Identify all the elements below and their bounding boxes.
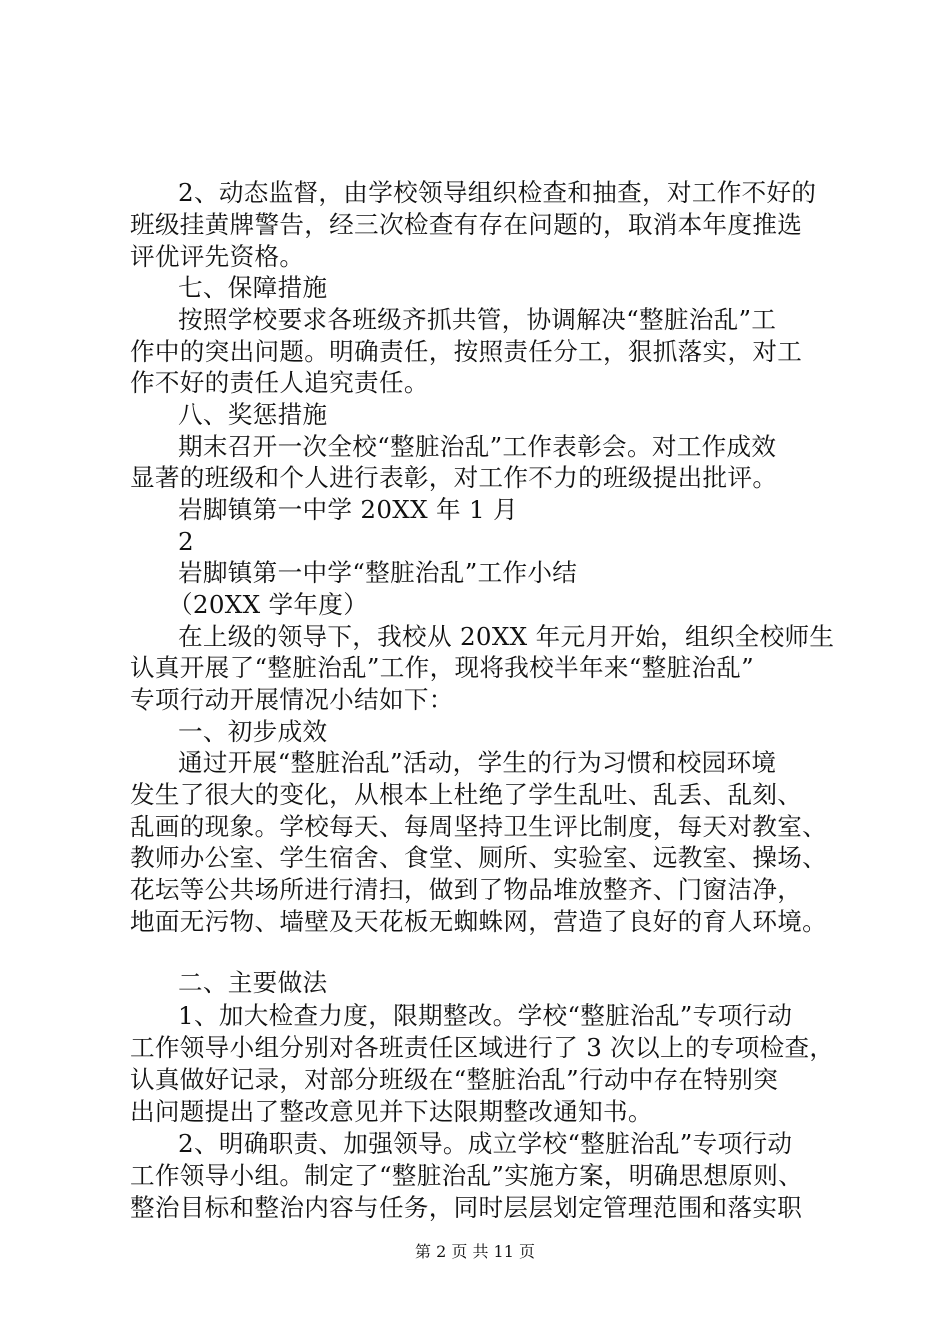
paragraph-line: 认真做好记录，对部分班级在“整脏治乱”行动中存在特别突 <box>130 1065 779 1094</box>
paragraph-line: 专项行动开展情况小结如下： <box>130 685 454 714</box>
paragraph-line: 在上级的领导下，我校从 20XX 年元月开始，组织全校师生 <box>178 622 835 651</box>
page-number-footer: 第 2 页 共 11 页 <box>415 1242 535 1261</box>
paragraph-line: 教师办公室、学生宿舍、食堂、厕所、实验室、远教室、操场、 <box>130 843 828 872</box>
paragraph-line: 2、明确职责、加强领导。成立学校“整脏治乱”专项行动 <box>178 1129 793 1158</box>
paragraph-line: 按照学校要求各班级齐抓共管，协调解决“整脏治乱”工 <box>178 305 777 334</box>
signature-date: 岩脚镇第一中学 20XX 年 1 月 <box>178 495 518 524</box>
paragraph-line: 花坛等公共场所进行清扫，做到了物品堆放整齐、门窗洁净， <box>130 875 803 904</box>
section-number: 2 <box>178 527 194 556</box>
paragraph-line: 通过开展“整脏治乱”活动，学生的行为习惯和校园环境 <box>178 748 777 777</box>
paragraph-line: 发生了很大的变化，从根本上杜绝了学生乱吐、乱丢、乱刻、 <box>130 780 803 809</box>
document-title: 岩脚镇第一中学“整脏治乱”工作小结 <box>178 558 578 587</box>
paragraph-line: 1、加大检查力度，限期整改。学校“整脏治乱”专项行动 <box>178 1001 793 1030</box>
paragraph-line: 显著的班级和个人进行表彰，对工作不力的班级提出批评。 <box>130 463 778 492</box>
paragraph-line: 班级挂黄牌警告，经三次检查有存在问题的，取消本年度推选 <box>130 210 803 239</box>
paragraph-line: 作中的突出问题。明确责任，按照责任分工，狠抓落实，对工 <box>130 337 803 366</box>
section-heading: 二、主要做法 <box>178 968 328 997</box>
paragraph-line: 工作领导小组。制定了“整脏治乱”实施方案，明确思想原则、 <box>130 1161 803 1190</box>
paragraph-line: 评优评先资格。 <box>130 242 305 271</box>
section-heading: 七、保障措施 <box>178 273 328 302</box>
section-heading: 一、初步成效 <box>178 717 328 746</box>
paragraph-line: 作不好的责任人追究责任。 <box>130 368 429 397</box>
paragraph-line: 整治目标和整治内容与任务，同时层层划定管理范围和落实职 <box>130 1193 803 1222</box>
paragraph-line: 出问题提出了整改意见并下达限期整改通知书。 <box>130 1097 653 1126</box>
paragraph-line: 2、动态监督，由学校领导组织检查和抽查，对工作不好的 <box>178 178 817 207</box>
document-subtitle: （20XX 学年度） <box>168 590 369 619</box>
paragraph-line: 乱画的现象。学校每天、每周坚持卫生评比制度，每天对教室、 <box>130 812 828 841</box>
paragraph-line: 地面无污物、墙壁及天花板无蜘蛛网，营造了良好的育人环境。 <box>130 907 828 936</box>
paragraph-line: 工作领导小组分别对各班责任区域进行了 3 次以上的专项检查， <box>130 1033 835 1062</box>
section-heading: 八、奖惩措施 <box>178 400 328 429</box>
paragraph-line: 认真开展了“整脏治乱”工作，现将我校半年来“整脏治乱” <box>130 653 755 682</box>
paragraph-line: 期末召开一次全校“整脏治乱”工作表彰会。对工作成效 <box>178 432 777 461</box>
